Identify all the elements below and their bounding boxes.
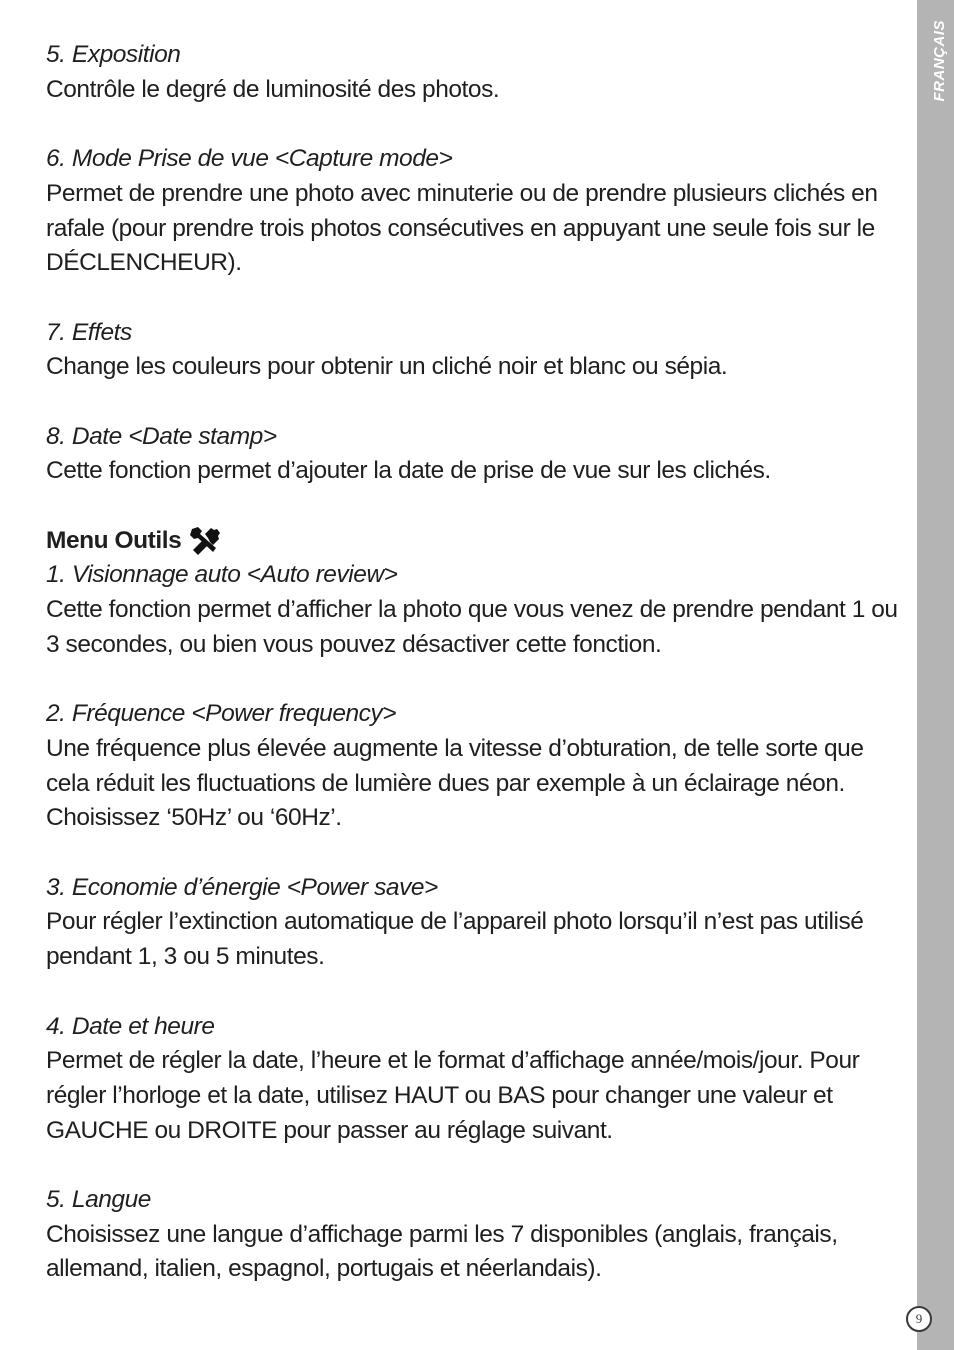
section-heading: 5. Langue: [46, 1186, 151, 1214]
section-heading: 5. Exposition: [46, 41, 181, 68]
menu-tools-label: Menu Outils: [46, 526, 182, 554]
section-text: Choisissez une langue d’affichage parmi les 7 disponibles (anglais, français, allemand, italien, espagnol, portugais et néerlandais).: [46, 1220, 838, 1283]
section-heading: 1. Visionnage auto <Auto review>: [46, 561, 398, 589]
section-effects: [46, 316, 908, 385]
menu-tools-title: [46, 524, 908, 559]
section-exposition: [46, 38, 908, 107]
section-heading: 6. Mode Prise de vue <Capture mode>: [46, 145, 453, 173]
language-label: FRANÇAIS: [931, 20, 948, 102]
section-text: Contrôle le degré de luminosité des photos.: [46, 75, 500, 103]
section-power-frequency: [46, 697, 908, 836]
section-text: Une fréquence plus élevée augmente la vitesse d’obturation, de telle sorte que cela réduit les fluctuations de lumière dues par exemple à un éclairage néon. Choisissez ‘50Hz’ ou ‘60Hz’.: [46, 734, 864, 832]
section-text: Cette fonction permet d’ajouter la date de prise de vue sur les clichés.: [46, 457, 771, 485]
section-heading: 4. Date et heure: [46, 1012, 215, 1040]
section-heading: 8. Date <Date stamp>: [46, 422, 277, 450]
section-power-save: [46, 871, 908, 975]
section-auto-review: [46, 558, 908, 662]
section-heading: 2. Fréquence <Power frequency>: [46, 700, 397, 728]
section-date-time: [46, 1010, 908, 1149]
section-date-stamp: [46, 420, 908, 489]
wrench-hammer-icon: [189, 526, 221, 556]
section-text: Permet de régler la date, l’heure et le format d’affichage année/mois/jour. Pour régler l’horloge et la date, utilisez HAUT ou BAS pour changer une valeur et GAUCHE ou DROITE pour passer au réglage suivant.: [46, 1047, 860, 1144]
page-content: [46, 38, 908, 1287]
section-heading: 7. Effets: [46, 318, 132, 346]
section-text: Change les couleurs pour obtenir un cliché noir et blanc ou sépia.: [46, 353, 728, 381]
section-capture-mode: [46, 142, 908, 281]
section-heading: 3. Economie d’énergie <Power save>: [46, 873, 438, 901]
section-text: Pour régler l’extinction automatique de l’appareil photo lorsqu’il n’est pas utilisé pendant 1, 3 ou 5 minutes.: [46, 908, 864, 971]
section-text: Permet de prendre une photo avec minuterie ou de prendre plusieurs clichés en rafale (pour prendre trois photos consécutives en appuyant une seule fois sur le DÉCLENCHEUR).: [46, 179, 878, 277]
section-text: Cette fonction permet d’afficher la photo que vous venez de prendre pendant 1 ou 3 secondes, ou bien vous pouvez désactiver cette fonction.: [46, 596, 898, 658]
page-number: 9: [906, 1306, 932, 1332]
language-side-tab: [917, 0, 954, 1350]
section-language: [46, 1183, 908, 1287]
